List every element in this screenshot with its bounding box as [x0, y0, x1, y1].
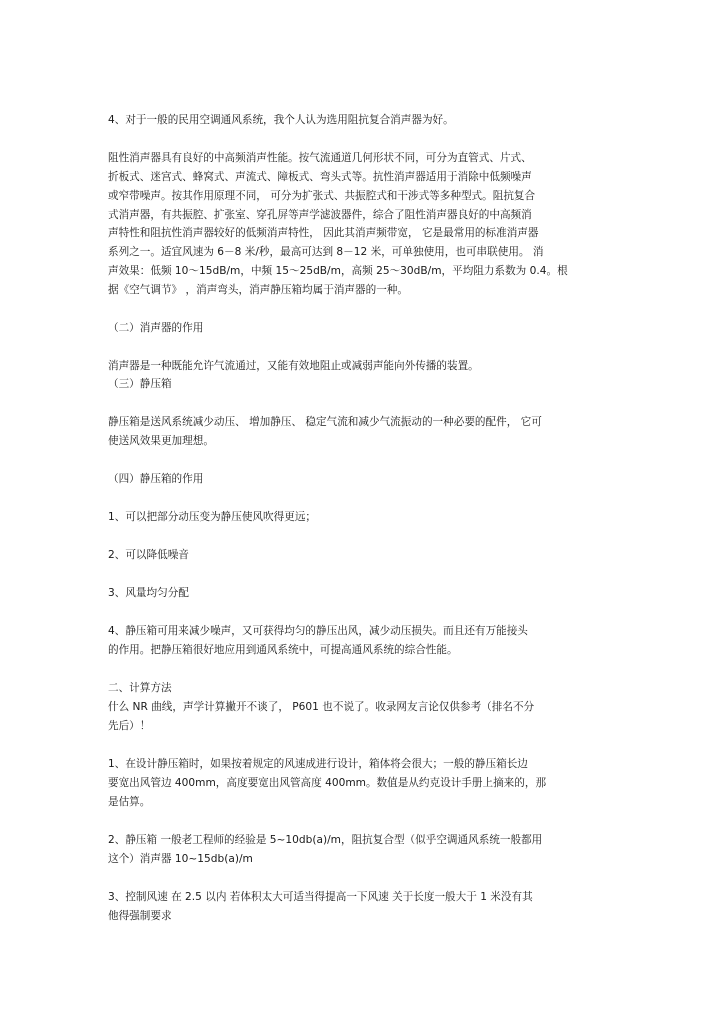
- list-item: 3、风量均匀分配: [108, 587, 189, 599]
- text-line: 式消声器，有共振腔、扩张室、穿孔屏等声学滤波器件，综合了阻性消声器良好的中高频消: [108, 209, 532, 221]
- text-line: 静压箱是送风系统减少动压、 增加静压、 稳定气流和减少气流振动的一种必要的配件， 它可: [108, 416, 542, 428]
- text-line: 要宽出风管边 400mm，高度要宽出风管高度 400mm。数值是从约克设计手册上摘来的，那: [108, 777, 547, 789]
- text-line: 使送风效果更加理想。: [108, 435, 214, 447]
- list-item: 1、在设计静压箱时，如果按着规定的风速成进行设计，箱体将会很大；一般的静压箱长边: [108, 758, 528, 770]
- text-line: 系列之一。适宜风速为 6－8 米/秒，最高可达到 8－12 米，可单独使用，也可串联使用。 消: [108, 246, 544, 258]
- section-heading: （四）静压箱的作用: [108, 473, 204, 485]
- text-line: 什么 NR 曲线，声学计算撇开不谈了， P601 也不说了。收录网友言论仅供参考（排名不分: [108, 701, 535, 713]
- list-item: 2、静压箱 一般老工程师的经验是 5~10db(a)/m，阻抗复合型（似乎空调通风系统一般都用: [108, 834, 543, 846]
- text-line: 这个）消声器 10~15db(a)/m: [108, 853, 253, 865]
- text-line: 先后）！: [108, 720, 151, 732]
- text-line: 或窄带噪声。按其作用原理不同， 可分为扩张式、共振腔式和干涉式等多种型式。阻抗复合: [108, 190, 536, 202]
- text-line: 阻性消声器具有良好的中高频消声性能。按气流通道几何形状不同，可分为直管式、片式、: [108, 152, 532, 164]
- text-line: 是估算。: [108, 796, 151, 808]
- text-line: 据《空气调节》 ，消声弯头，消声静压箱均属于消声器的一种。: [108, 284, 408, 296]
- text-line: 他得强制要求: [108, 910, 172, 922]
- section-heading: （三）静压箱: [108, 378, 172, 390]
- list-item: 3、控制风速 在 2.5 以内 若体积太大可适当得提高一下风速 关于长度一般大于 1 米没有其: [108, 891, 533, 903]
- section-heading: 二、计算方法: [108, 682, 172, 694]
- text-line: 4、对于一般的民用空调通风系统，我个人认为选用阻抗复合消声器为好。: [108, 114, 454, 126]
- list-item: 1、可以把部分动压变为静压使风吹得更远；: [108, 511, 317, 523]
- text-line: 折板式、迷宫式、蜂窝式、声流式、障板式、弯头式等。抗性消声器适用于消除中低频噪声: [108, 171, 532, 183]
- list-item: 4、静压箱可用来减少噪声，又可获得均匀的静压出风，减少动压损失。而且还有万能接头: [108, 625, 528, 637]
- text-line: 的作用。把静压箱很好地应用到通风系统中，可提高通风系统的综合性能。: [108, 644, 458, 656]
- text-line: 声效果：低频 10～15dB/m，中频 15～25dB/m，高频 25～30dB/m，平均阻力系数为 0.4。根: [108, 265, 568, 277]
- text-line: 消声器是一种既能允许气流通过，又能有效地阻止或减弱声能向外传播的装置。: [108, 360, 479, 372]
- section-heading: （二）消声器的作用: [108, 322, 204, 334]
- text-line: 声特性和阻抗性消声器较好的低频消声特性， 因此其消声频带宽， 它是最常用的标准消声器: [108, 227, 539, 239]
- list-item: 2、可以降低噪音: [108, 549, 189, 561]
